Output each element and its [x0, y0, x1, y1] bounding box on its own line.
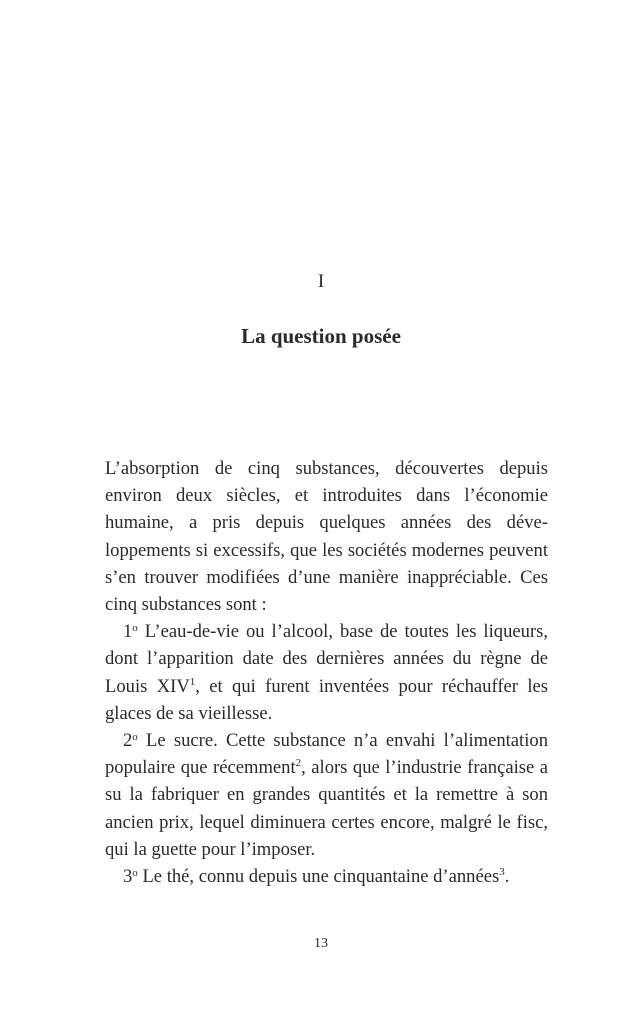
item-text: L’eau-de-vie ou l’alcool, base de toutes les liqueurs, dont l’apparition date des dernières années du règne de Louis XIV	[105, 621, 548, 697]
list-item-alcohol	[105, 618, 548, 727]
chapter-number: I	[317, 271, 325, 292]
footnote-ref: 3	[499, 866, 505, 879]
item-number: 3	[123, 866, 133, 888]
intro-paragraph: L’absorption de cinq substances, découvertes depuis environ deux siècles, et introduites dans l’économie humaine, a pris depuis quelques années des développements si excessifs, que les sociétés modernes peuvent s’en trouver modifiées d’une manière inappréciable. Ces cinq substances sont :	[105, 458, 548, 616]
item-number: 2	[123, 730, 133, 752]
ordinal-marker: o	[132, 622, 138, 635]
item-number: 1	[123, 621, 133, 643]
item-text: Le thé, connu depuis une cinquantaine d’années	[137, 866, 500, 888]
item-text: , alors que l’industrie française a su la fabriquer en grandes quantités et la remettre à son ancien prix, lequel diminuera certes encore, malgré le fisc, qui la guette pour l’imposer.	[105, 757, 549, 860]
item-text: Le sucre. Cette substance n’a envahi l’alimentation populaire que récemment	[105, 730, 548, 779]
item-text: , et qui furent inventées pour réchauffer les glaces de sa vieillesse.	[105, 675, 548, 724]
ordinal-marker: o	[132, 731, 138, 744]
ordinal-marker: o	[132, 867, 138, 880]
body-text	[105, 455, 548, 890]
list-item-sugar	[105, 727, 548, 863]
list-item-tea	[105, 863, 548, 890]
page-number: 13	[314, 936, 328, 951]
chapter-title: La question posée	[241, 324, 401, 348]
footnote-ref: 2	[295, 757, 302, 770]
item-text: .	[504, 866, 510, 888]
footnote-ref: 1	[189, 675, 196, 688]
